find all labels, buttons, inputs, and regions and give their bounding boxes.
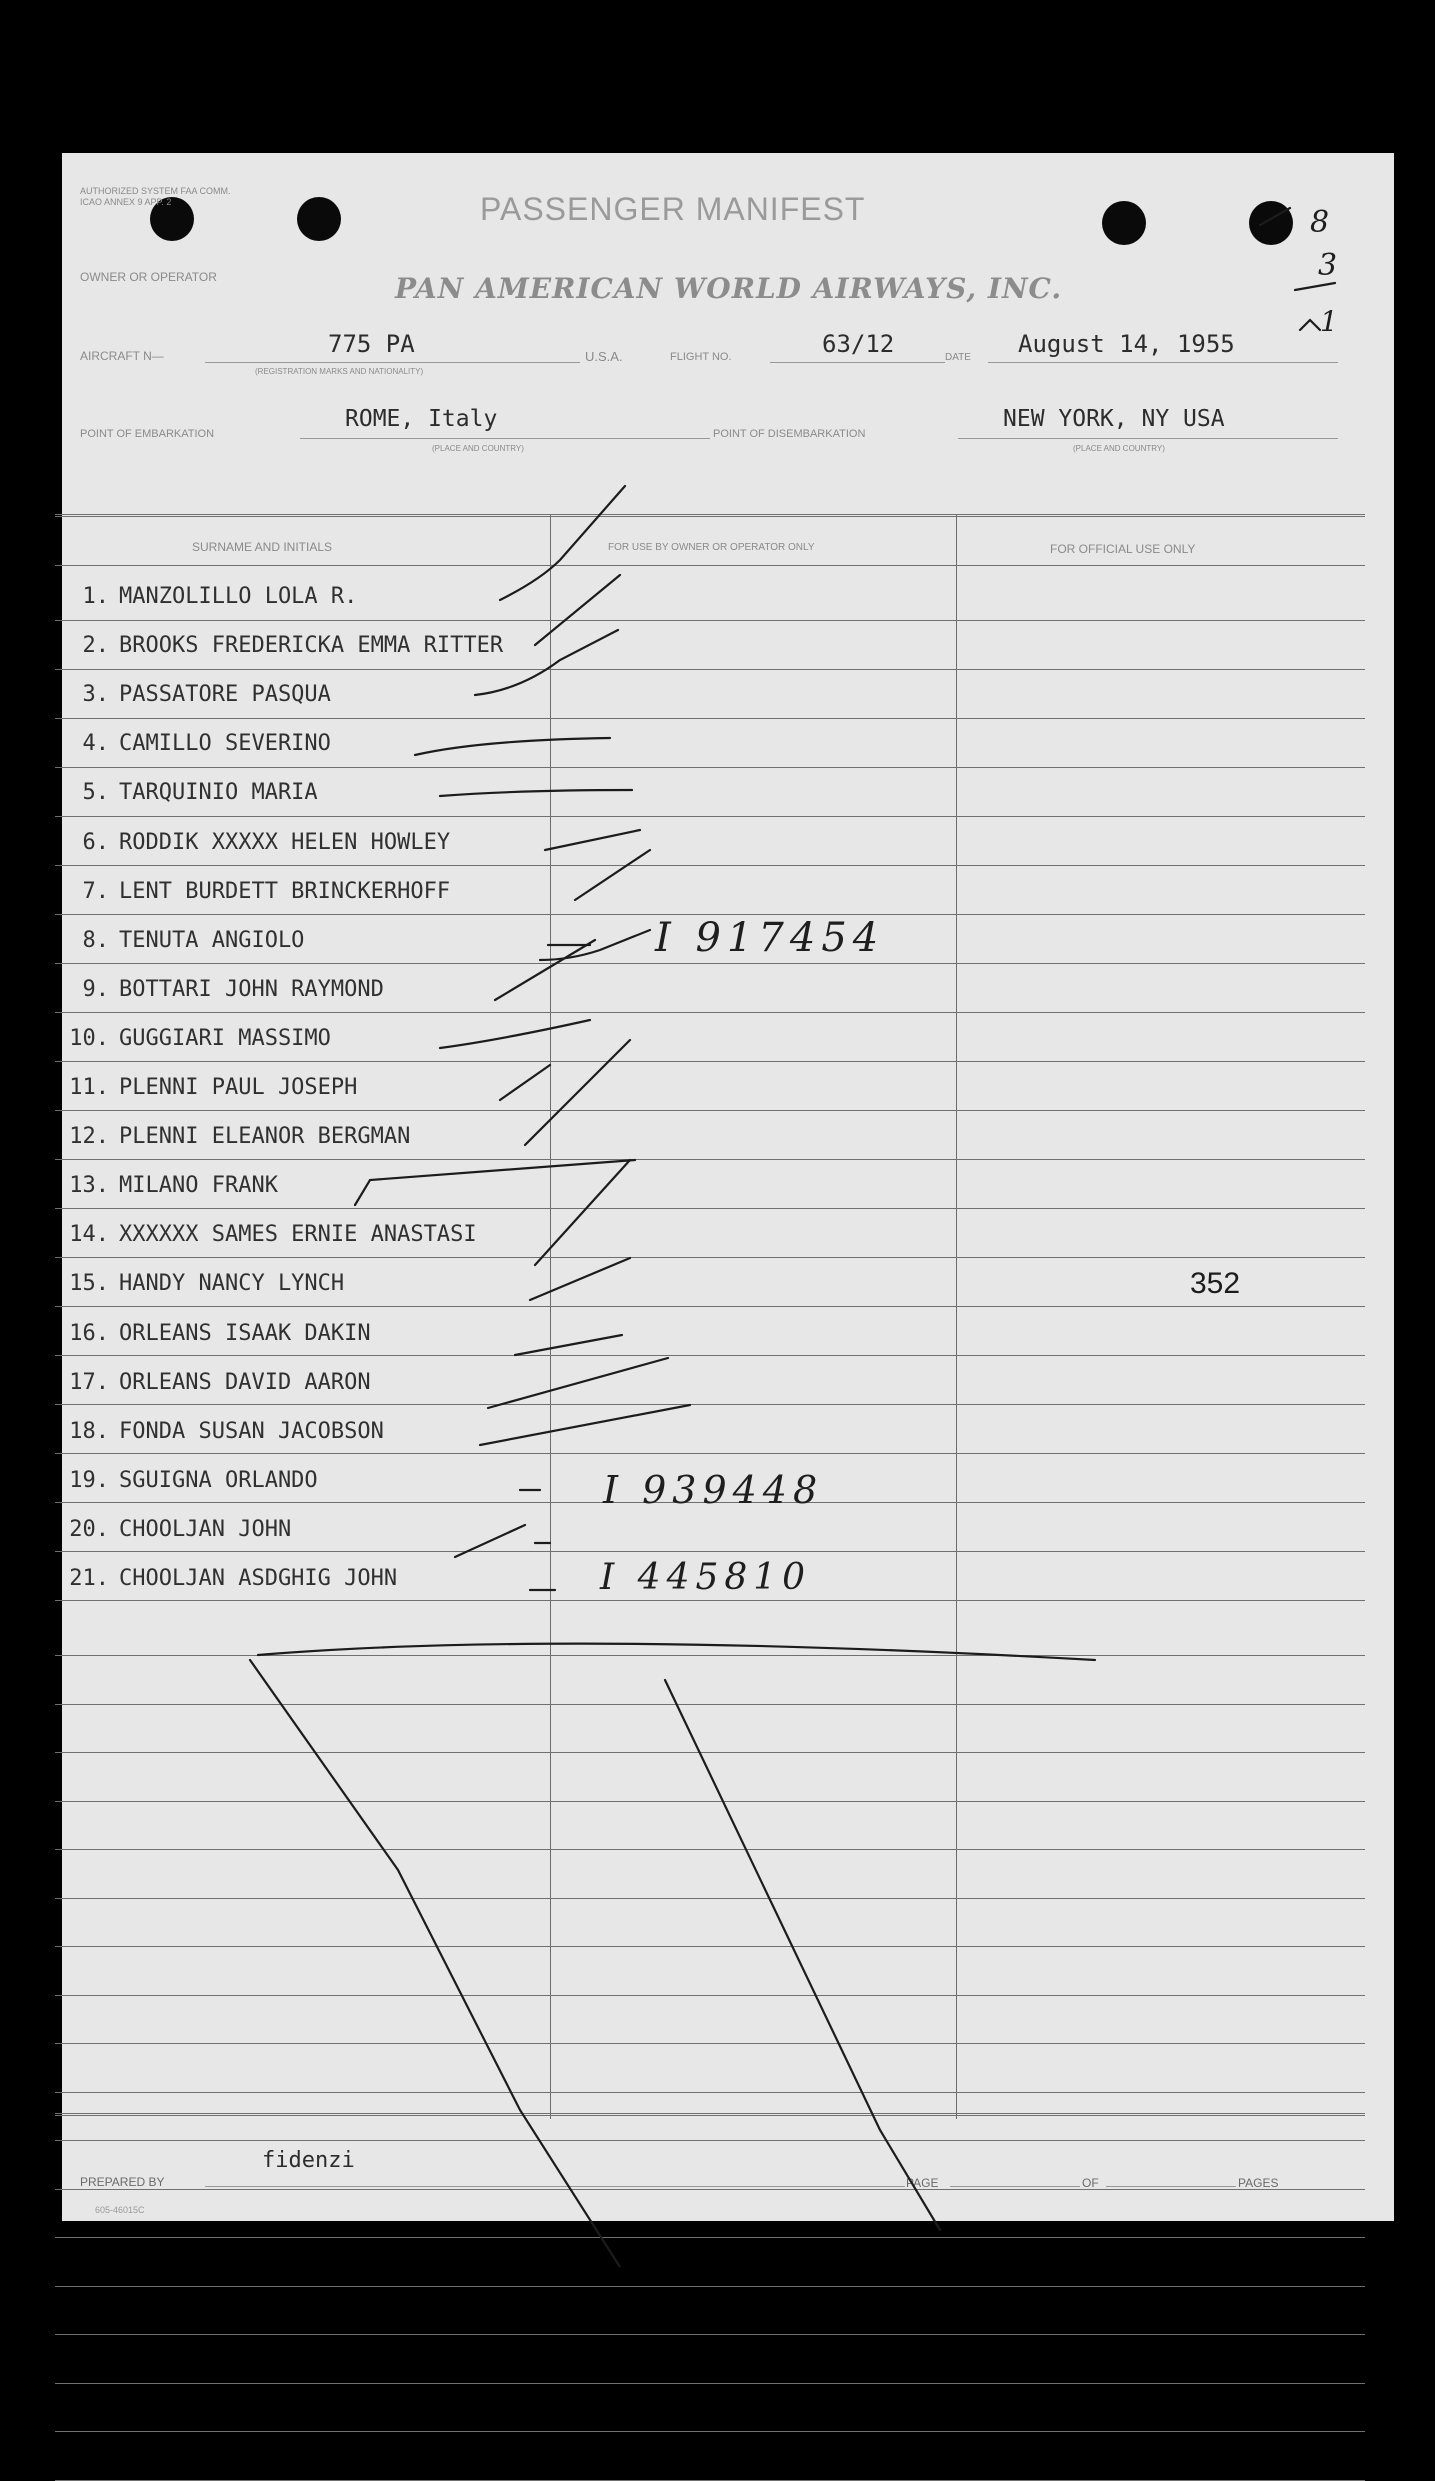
prepared-label: PREPARED BY bbox=[80, 2175, 165, 2189]
embark-value: ROME, Italy bbox=[345, 406, 498, 432]
passenger-name: ORLEANS DAVID AARON bbox=[119, 1370, 371, 1395]
passenger-name: CAMILLO SEVERINO bbox=[119, 731, 331, 756]
form-title: PASSENGER MANIFEST bbox=[480, 191, 866, 227]
note-row21: I 445810 bbox=[600, 1557, 812, 1598]
passenger-number: 4. bbox=[82, 731, 109, 756]
void-line bbox=[665, 1680, 940, 2230]
passenger-number: 1. bbox=[82, 584, 109, 609]
passenger-number: 15. bbox=[69, 1271, 109, 1296]
embark-label: POINT OF EMBARKATION bbox=[80, 428, 215, 440]
handwritten-ticks bbox=[1260, 208, 1338, 330]
passenger-name: FONDA SUSAN JACOBSON bbox=[119, 1419, 384, 1444]
col-surname-header: SURNAME AND INITIALS bbox=[192, 540, 333, 554]
check-mark bbox=[525, 1040, 630, 1145]
check-mark bbox=[495, 940, 595, 1000]
check-mark bbox=[440, 790, 632, 796]
passenger-name: RODDIK XXXXX HELEN HOWLEY bbox=[119, 830, 451, 855]
col-official-header: FOR OFFICIAL USE ONLY bbox=[1050, 542, 1196, 556]
passenger-number: 18. bbox=[69, 1419, 109, 1444]
passenger-number: 20. bbox=[69, 1517, 109, 1542]
ruled-line bbox=[55, 2431, 1365, 2432]
passenger-number: 19. bbox=[69, 1468, 109, 1493]
passenger-number: 16. bbox=[69, 1321, 109, 1346]
passenger-number: 10. bbox=[69, 1026, 109, 1051]
void-line bbox=[250, 1660, 620, 2267]
check-mark bbox=[455, 1525, 525, 1557]
passenger-name: CHOOLJAN ASDGHIG JOHN bbox=[119, 1566, 398, 1591]
passenger-name: MILANO FRANK bbox=[119, 1173, 278, 1198]
passenger-number: 2. bbox=[82, 633, 109, 658]
page-tally-top: 8 bbox=[1310, 205, 1330, 240]
passenger-number: 6. bbox=[82, 830, 109, 855]
disembark-label: POINT OF DISEMBARKATION bbox=[713, 428, 866, 440]
page-tally-mid: 3 bbox=[1318, 248, 1338, 283]
check-mark bbox=[500, 486, 625, 600]
passenger-name: SGUIGNA ORLANDO bbox=[119, 1468, 318, 1493]
check-mark bbox=[440, 1020, 590, 1048]
passenger-name: LENT BURDETT BRINCKERHOFF bbox=[119, 879, 451, 904]
registration-caption: (REGISTRATION MARKS AND NATIONALITY) bbox=[255, 367, 424, 376]
passenger-number: 9. bbox=[82, 977, 109, 1002]
aircraft-value: 775 PA bbox=[328, 330, 415, 358]
note-row19: I 939448 bbox=[603, 1468, 824, 1512]
check-mark bbox=[480, 1405, 690, 1445]
passenger-name: TENUTA ANGIOLO bbox=[119, 928, 305, 953]
check-mark bbox=[415, 738, 610, 755]
passenger-number: 13. bbox=[69, 1173, 109, 1198]
passenger-name: CHOOLJAN JOHN bbox=[119, 1517, 292, 1542]
pages-label: PAGES bbox=[1238, 2176, 1279, 2190]
flight-value: 63/12 bbox=[822, 330, 895, 358]
owner-label: OWNER OR OPERATOR bbox=[80, 270, 217, 284]
prepared-value: fidenzi bbox=[262, 2148, 355, 2173]
date-value: August 14, 1955 bbox=[1018, 330, 1235, 358]
passenger-name: BROOKS FREDERICKA EMMA RITTER bbox=[119, 633, 504, 658]
check-mark bbox=[475, 630, 618, 695]
passenger-number: 14. bbox=[69, 1222, 109, 1247]
form-code: 605-46015C bbox=[95, 2205, 145, 2215]
embark-caption: (PLACE AND COUNTRY) bbox=[432, 444, 524, 453]
passenger-number: 7. bbox=[82, 879, 109, 904]
ruled-line bbox=[55, 2383, 1365, 2384]
passenger-name: TARQUINIO MARIA bbox=[119, 780, 318, 805]
check-mark bbox=[355, 1160, 635, 1205]
passenger-name: BOTTARI JOHN RAYMOND bbox=[119, 977, 384, 1002]
page-label: PAGE bbox=[906, 2176, 939, 2190]
ruled-line bbox=[55, 2286, 1365, 2287]
passenger-number: 12. bbox=[69, 1124, 109, 1149]
passenger-number: 17. bbox=[69, 1370, 109, 1395]
flight-label: FLIGHT NO. bbox=[670, 351, 732, 363]
disembark-caption: (PLACE AND COUNTRY) bbox=[1073, 444, 1165, 453]
passenger-number: 11. bbox=[69, 1075, 109, 1100]
passenger-name: HANDY NANCY LYNCH bbox=[119, 1271, 345, 1296]
operator-name: PAN AMERICAN WORLD AIRWAYS, INC. bbox=[395, 272, 1063, 305]
passenger-number: 21. bbox=[69, 1566, 109, 1591]
passenger-name: PASSATORE PASQUA bbox=[119, 682, 331, 707]
check-mark bbox=[545, 830, 640, 850]
of-label: OF bbox=[1082, 2176, 1099, 2190]
check-mark bbox=[488, 1358, 668, 1408]
date-label: DATE bbox=[945, 352, 971, 363]
aircraft-label: AIRCRAFT N— bbox=[80, 349, 164, 363]
passenger-name: PLENNI ELEANOR BERGMAN bbox=[119, 1124, 411, 1149]
ruled-line bbox=[55, 2334, 1365, 2335]
passenger-number: 5. bbox=[82, 780, 109, 805]
passenger-name: MANZOLILLO LOLA R. bbox=[119, 584, 358, 609]
check-mark bbox=[515, 1335, 622, 1355]
passenger-name: ORLEANS ISAAK DAKIN bbox=[119, 1321, 371, 1346]
official-note: 352 bbox=[1190, 1267, 1241, 1300]
usa-label: U.S.A. bbox=[585, 349, 623, 364]
check-mark bbox=[530, 1258, 630, 1300]
passenger-number: 8. bbox=[82, 928, 109, 953]
passenger-name: XXXXXX SAMES ERNIE ANASTASI bbox=[119, 1222, 477, 1247]
end-of-list-line bbox=[258, 1644, 1095, 1660]
check-mark bbox=[575, 850, 650, 900]
page-tally-bottom: 1 bbox=[1320, 305, 1338, 338]
check-mark bbox=[535, 1160, 630, 1265]
check-mark bbox=[500, 1065, 550, 1100]
passenger-name: GUGGIARI MASSIMO bbox=[119, 1026, 331, 1051]
note-row8: I 917454 bbox=[655, 915, 885, 961]
passenger-name: PLENNI PAUL JOSEPH bbox=[119, 1075, 358, 1100]
disembark-value: NEW YORK, NY USA bbox=[1003, 406, 1225, 432]
corner-note: AUTHORIZED SYSTEM FAA COMM. ICAO ANNEX 9 APP. 2 bbox=[80, 186, 231, 207]
passenger-number: 3. bbox=[82, 682, 109, 707]
col-operator-header: FOR USE BY OWNER OR OPERATOR ONLY bbox=[608, 542, 815, 553]
